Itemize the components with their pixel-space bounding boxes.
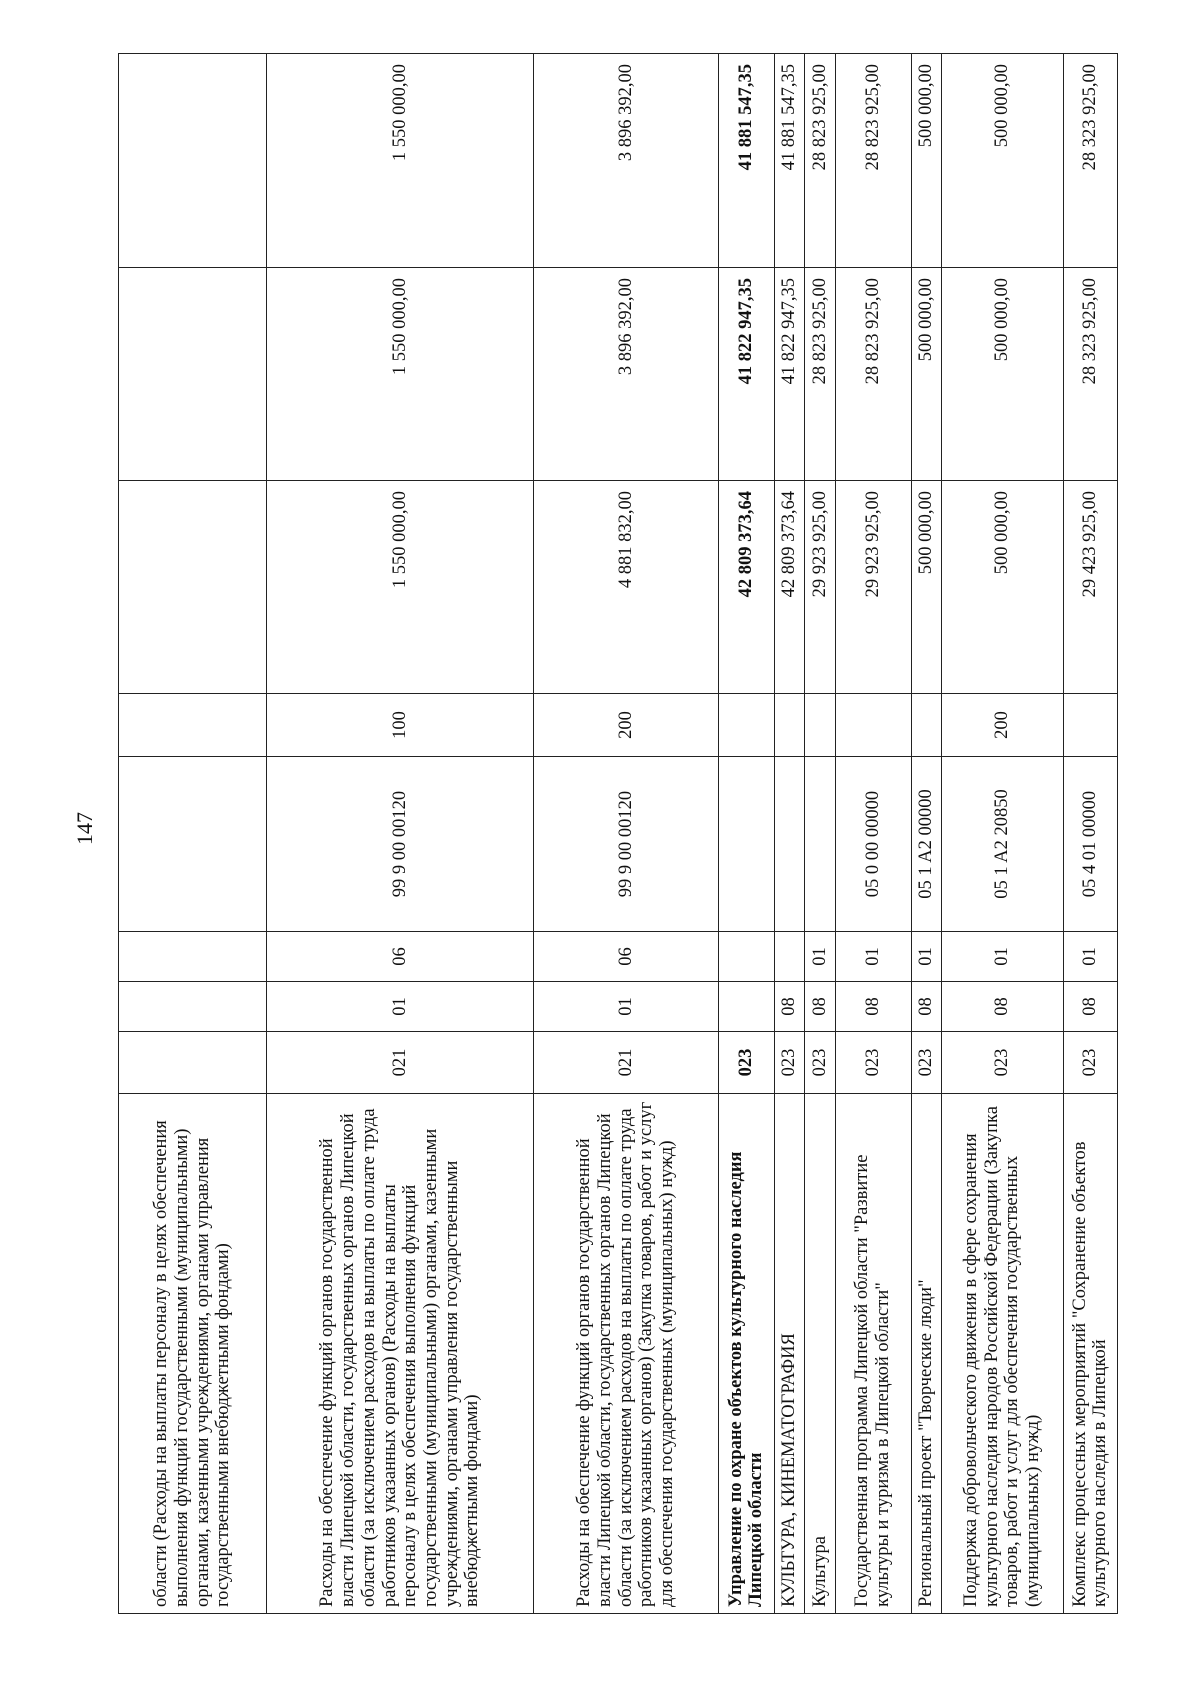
code-expense-type — [119, 694, 267, 757]
amount-year-1: 42 809 373,64 — [718, 481, 774, 694]
table-row — [942, 54, 1064, 1614]
table-row — [805, 54, 835, 1614]
amount-year-1: 29 923 925,00 — [805, 481, 835, 694]
code-admin: 023 — [911, 1032, 941, 1094]
code-expense-type: 100 — [267, 694, 534, 757]
code-section: 01 — [267, 982, 534, 1032]
code-subsection: 06 — [267, 932, 534, 982]
row-description: Поддержка добровольческого движения в сфере сохранения культурного наследия народов Российской Федерации (Закупка товаров, работ и услуг для обеспечения государственных (муниципальных) нужд) — [942, 1094, 1064, 1614]
amount-year-3: 28 323 925,00 — [1063, 54, 1117, 268]
code-admin: 023 — [1063, 1032, 1117, 1094]
amount-year-3: 28 823 925,00 — [835, 54, 911, 268]
row-description: Расходы на обеспечение функций органов государственной власти Липецкой области, государственных органов Липецкой области (за исключением расходов на выплаты по оплате труда работников указанных органов) (Закупка товаров, работ и услуг для обеспечения государственных (муниципальных) нужд) — [534, 1094, 719, 1614]
amount-year-3: 500 000,00 — [911, 54, 941, 268]
amount-year-1: 1 550 000,00 — [267, 481, 534, 694]
amount-year-3: 41 881 547,35 — [718, 54, 774, 268]
code-admin — [119, 1032, 267, 1094]
amount-year-2: 3 896 392,00 — [534, 268, 719, 481]
amount-year-1: 29 423 925,00 — [1063, 481, 1117, 694]
row-description: Расходы на обеспечение функций органов государственной власти Липецкой области, государственных органов Липецкой области (за исключением расходов на выплаты по оплате труда работников указанных органов) (Расходы на выплаты персоналу в целях обеспечения выполнения функций государственными (муниципальными) органами, казенными учреждениями, органами управления государственными внебюджетными фондами) — [267, 1094, 534, 1614]
amount-year-3: 41 881 547,35 — [774, 54, 804, 268]
code-expense-type: 200 — [942, 694, 1064, 757]
code-expense-type: 200 — [534, 694, 719, 757]
row-description: Культура — [805, 1094, 835, 1614]
code-subsection — [119, 932, 267, 982]
code-section: 08 — [774, 982, 804, 1032]
code-target-article — [805, 757, 835, 932]
code-section: 08 — [942, 982, 1064, 1032]
code-admin: 021 — [534, 1032, 719, 1094]
code-expense-type — [1063, 694, 1117, 757]
amount-year-3: 3 896 392,00 — [534, 54, 719, 268]
code-admin: 023 — [942, 1032, 1064, 1094]
table-row — [835, 54, 911, 1614]
code-section — [718, 982, 774, 1032]
code-subsection — [774, 932, 804, 982]
row-description: области (Расходы на выплаты персоналу в целях обеспечения выполнения функций государственными (муниципальными) органами, казенными учреждениями, органами управления государственными внебюджетными фондами) — [119, 1094, 267, 1614]
table-row — [774, 54, 804, 1614]
amount-year-3: 500 000,00 — [942, 54, 1064, 268]
code-target-article: 99 9 00 00120 — [267, 757, 534, 932]
code-expense-type — [718, 694, 774, 757]
code-subsection: 01 — [1063, 932, 1117, 982]
row-description: Государственная программа Липецкой области "Развитие культуры и туризма в Липецкой области" — [835, 1094, 911, 1614]
code-admin: 023 — [774, 1032, 804, 1094]
code-target-article — [718, 757, 774, 932]
amount-year-1: 500 000,00 — [942, 481, 1064, 694]
amount-year-2: 28 823 925,00 — [835, 268, 911, 481]
code-section: 08 — [911, 982, 941, 1032]
code-target-article: 05 0 00 00000 — [835, 757, 911, 932]
code-subsection: 01 — [805, 932, 835, 982]
code-admin: 023 — [718, 1032, 774, 1094]
amount-year-3: 1 550 000,00 — [267, 54, 534, 268]
amount-year-2: 500 000,00 — [911, 268, 941, 481]
code-section: 08 — [1063, 982, 1117, 1032]
amount-year-3: 28 823 925,00 — [805, 54, 835, 268]
amount-year-1: 500 000,00 — [911, 481, 941, 694]
amount-year-3 — [119, 54, 267, 268]
code-admin: 023 — [805, 1032, 835, 1094]
code-subsection: 01 — [942, 932, 1064, 982]
amount-year-2: 500 000,00 — [942, 268, 1064, 481]
amount-year-1: 4 881 832,00 — [534, 481, 719, 694]
row-description: Комплекс процессных мероприятий "Сохранение объектов культурного наследия в Липецкой — [1063, 1094, 1117, 1614]
code-section: 08 — [805, 982, 835, 1032]
table-row — [1063, 54, 1117, 1614]
code-subsection: 01 — [911, 932, 941, 982]
amount-year-2 — [119, 268, 267, 481]
page-number: 147 — [72, 812, 97, 845]
code-expense-type — [805, 694, 835, 757]
row-description: Региональный проект "Творческие люди" — [911, 1094, 941, 1614]
code-admin: 023 — [835, 1032, 911, 1094]
amount-year-1: 42 809 373,64 — [774, 481, 804, 694]
amount-year-2: 28 323 925,00 — [1063, 268, 1117, 481]
amount-year-1: 29 923 925,00 — [835, 481, 911, 694]
table-row — [119, 54, 267, 1614]
code-target-article: 05 1 A2 00000 — [911, 757, 941, 932]
code-admin: 021 — [267, 1032, 534, 1094]
budget-table-container — [118, 54, 1118, 1614]
table-row — [911, 54, 941, 1614]
code-target-article: 05 1 A2 20850 — [942, 757, 1064, 932]
code-expense-type — [835, 694, 911, 757]
amount-year-2: 28 823 925,00 — [805, 268, 835, 481]
table-row — [718, 54, 774, 1614]
amount-year-1 — [119, 481, 267, 694]
table-row — [267, 54, 534, 1614]
row-description: Управление по охране объектов культурного наследия Липецкой области — [718, 1094, 774, 1614]
budget-table — [118, 53, 1118, 1614]
amount-year-2: 41 822 947,35 — [718, 268, 774, 481]
code-target-article — [119, 757, 267, 932]
code-subsection: 01 — [835, 932, 911, 982]
amount-year-2: 41 822 947,35 — [774, 268, 804, 481]
code-section: 08 — [835, 982, 911, 1032]
code-subsection: 06 — [534, 932, 719, 982]
code-expense-type — [911, 694, 941, 757]
code-subsection — [718, 932, 774, 982]
code-target-article: 99 9 00 00120 — [534, 757, 719, 932]
table-row — [534, 54, 719, 1614]
code-target-article — [774, 757, 804, 932]
code-section: 01 — [534, 982, 719, 1032]
code-target-article: 05 4 01 00000 — [1063, 757, 1117, 932]
code-expense-type — [774, 694, 804, 757]
code-section — [119, 982, 267, 1032]
row-description: КУЛЬТУРА, КИНЕМАТОГРАФИЯ — [774, 1094, 804, 1614]
amount-year-2: 1 550 000,00 — [267, 268, 534, 481]
